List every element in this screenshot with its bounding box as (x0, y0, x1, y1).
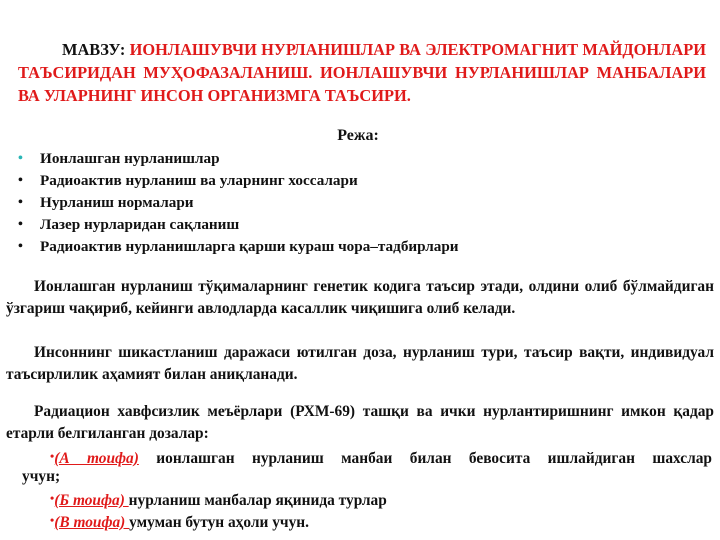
group-c-line (50, 509, 309, 534)
paragraph-genetic: Ионлашган нурланиш тўқималарнинг генетик кодига таъсир этади, олдини олиб бўлмайдиган ўзгариш чақириб, кейинги авлодларда касаллик чиқишига олиб келади. (6, 278, 714, 317)
bullet-icon: • (18, 195, 23, 210)
paragraph-damage: Инсоннинг шикастланиш даражаси ютилган доза, нурланиш тури, таъсир вақти, индивидуал таъсирлилик аҳамият билан аниқланади. (6, 344, 714, 383)
plan-item-text: Лазер нурларидан сақланиш (40, 216, 240, 233)
topic-label: МАВЗУ: (62, 40, 126, 59)
plan-item (18, 192, 708, 214)
bullet-icon: • (50, 513, 55, 527)
plan-item (18, 214, 708, 236)
bullet-icon: • (18, 217, 23, 232)
topic-title (18, 38, 706, 107)
group-b-text: нурланиш манбалар яқинида турлар (128, 492, 387, 509)
group-a-text-cont: учун; (22, 468, 61, 485)
group-b-label: (Б тоифа) (54, 492, 129, 509)
bullet-icon: • (18, 151, 23, 166)
bullet-icon: • (50, 449, 55, 463)
plan-item-text: Ионлашган нурланишлар (40, 150, 220, 167)
plan-item-text: Нурланиш нормалари (40, 194, 194, 211)
group-a-label: (А тоифа) (54, 450, 139, 467)
plan-heading-text: Режа: (337, 127, 379, 144)
group-a-text: ионлашган нурланиш манбаи билан бевосита ишлайдиган шахслар (138, 450, 712, 467)
plan-item-text: Радиоактив нурланиш ва уларнинг хоссалари (40, 172, 358, 189)
plan-item (18, 236, 708, 258)
group-a-line-cont (22, 466, 60, 488)
plan-item (18, 170, 708, 192)
group-c-label: (В тоифа) (54, 514, 130, 531)
topic-text: ИОНЛАШУВЧИ НУРЛАНИШЛАР ВА ЭЛЕКТРОМАГНИТ МАЙДОНЛАРИ ТАЪСИРИДАН МУҲОФАЗАЛАНИШ. ИОНЛАШУВЧИ НУРЛАНИШЛАР МАНБАЛАРИ ВА УЛАРНИНГ ИНСОН ОРГАНИЗМГА ТАЪСИРИ. (18, 40, 706, 105)
plan-list (18, 148, 708, 258)
group-c-text: умуман бутун аҳоли учун. (129, 514, 310, 531)
bullet-icon: • (50, 491, 55, 505)
plan-heading (0, 127, 720, 145)
bullet-icon: • (18, 173, 23, 188)
bullet-icon: • (18, 239, 23, 254)
group-a-line (50, 445, 712, 467)
plan-item (18, 148, 708, 170)
paragraph-norms: Радиацион хавфсизлик меъёрлари (РХМ-69) ташқи ва ички нурлантиришнинг имкон қадар етарли белгиланган дозалар: (6, 403, 714, 442)
plan-item-text: Радиоактив нурланишларга қарши кураш чора–тадбирлари (40, 238, 459, 255)
